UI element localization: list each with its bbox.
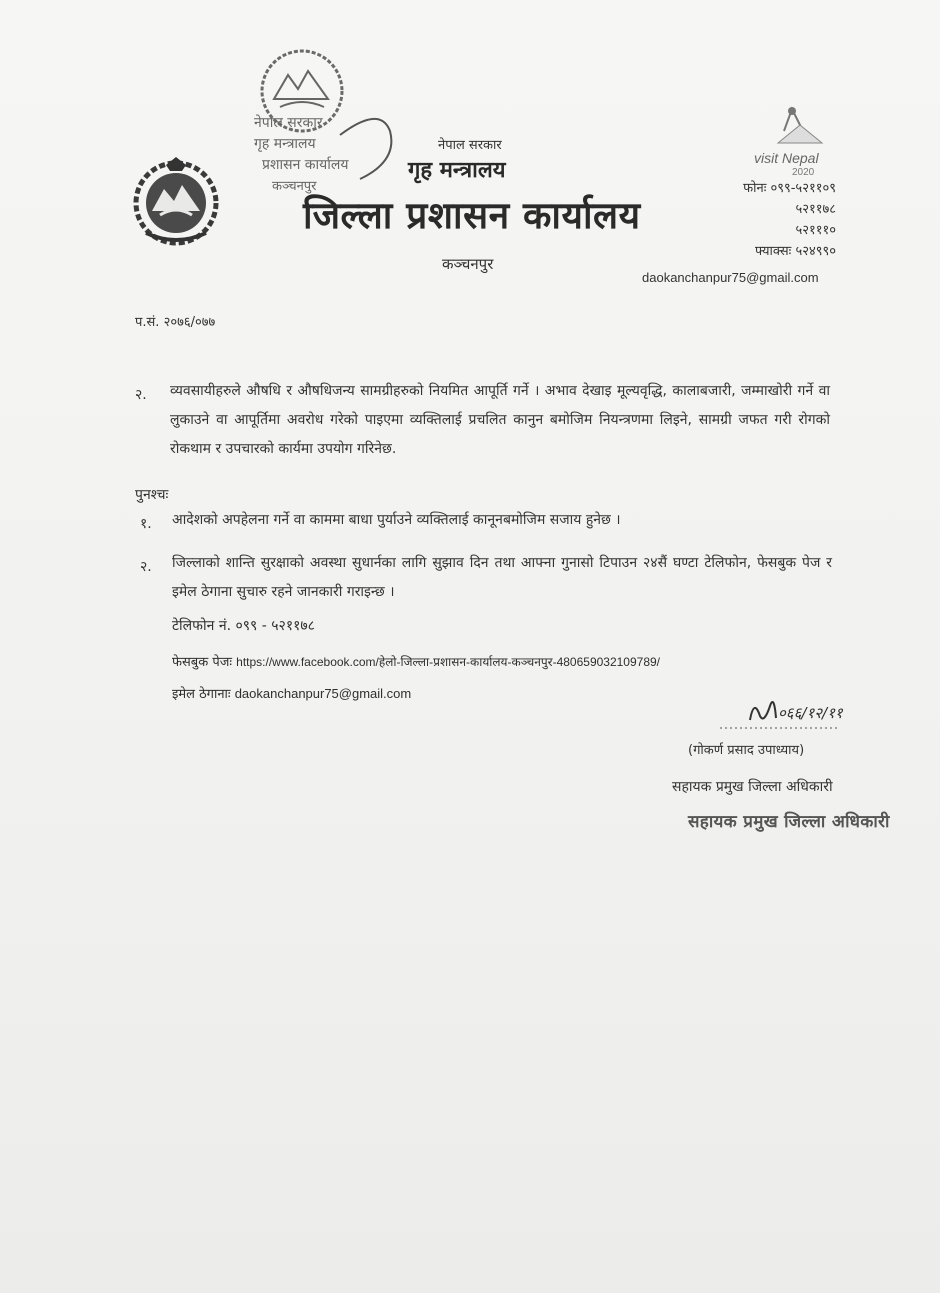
phone-line: ५२११७८ — [795, 202, 836, 217]
visit-nepal-logo — [740, 103, 850, 178]
stamp-line-district: कञ्चनपुर — [272, 179, 317, 194]
postscript-item-text: जिल्लाको शान्ति सुरक्षाको अवस्था सुधार्नका लागि सुझाव दिन तथा आफ्ना गुनासो टिपाउन २४सैं घण्टा टेलिफोन, फेसबुक पेज र इमेल ठेगाना सुचारु रहने जानकारी गराइन्छ । — [172, 555, 832, 600]
office-name: जिल्ला प्रशासन कार्यालय — [303, 194, 641, 237]
nepal-emblem-icon — [130, 155, 222, 247]
signatory-title: सहायक प्रमुख जिल्ला अधिकारी — [672, 779, 833, 795]
government-name: नेपाल सरकार — [438, 138, 502, 153]
postscript-item-number: २. — [140, 559, 152, 575]
postscript-item-text: आदेशको अपहेलना गर्ने वा काममा बाधा पुर्याउने व्यक्तिलाई कानूनबमोजिम सजाय हुनेछ । — [172, 512, 621, 528]
facebook-label: फेसबुक पेजः — [172, 655, 233, 670]
fax-line: फ्याक्सः ५२४९९० — [754, 244, 836, 259]
phone-line: ५२१११० — [795, 223, 836, 238]
telephone-line: टेलिफोन नं. ०९९ - ५२११७८ — [172, 618, 315, 634]
district-name: कञ्चनपुर — [442, 255, 494, 273]
signatory-name: (गोकर्ण प्रसाद उपाध्याय) — [688, 743, 805, 758]
stamp-line-govt: नेपाल सरकार — [254, 115, 323, 131]
postscript-heading: पुनश्चः — [135, 487, 169, 503]
email-line — [172, 684, 411, 702]
visit-nepal-text: visit Nepal — [754, 150, 819, 166]
header-email: daokanchanpur75@gmail.com — [642, 270, 819, 285]
email-label: इमेल ठेगानाः — [172, 687, 231, 702]
point-number: २. — [135, 387, 147, 403]
reference-number: प.सं. २०७६/०७७ — [135, 315, 216, 330]
signatory-seal-stamp: सहायक प्रमुख जिल्ला अधिकारी — [688, 812, 890, 832]
office-stamp — [240, 35, 405, 200]
handwritten-date: ०६६/१२/११ — [778, 704, 843, 722]
stamp-line-ministry: गृह मन्त्रालय — [254, 136, 316, 152]
facebook-line — [172, 652, 660, 670]
ministry-name: गृह मन्त्रालय — [408, 158, 506, 183]
visit-nepal-year: 2020 — [792, 167, 815, 178]
email-address: daokanchanpur75@gmail.com — [234, 686, 412, 701]
point-text: व्यवसायीहरुले औषधि र औषधिजन्य सामग्रीहरुको नियमित आपूर्ति गर्ने । अभाव देखाइ मूल्यवृद्धि, कालाबजारी, जम्माखोरी गर्ने वा लुकाउने वा आपूर्तिमा अवरोध गरेको पाइएमा व्यक्तिलाई प्रचलित कानुन बमोजिम नियन्त्रणमा लिइने, सामग्री जफत गरी रोगको रोकथाम र उपचारको कार्यमा उपयोग गरिनेछ. — [170, 383, 830, 457]
stamp-line-office: प्रशासन कार्यालय — [262, 157, 349, 173]
phone-line: फोनः ०९९-५२११०९ — [743, 181, 836, 196]
postscript-item-number: १. — [140, 516, 152, 532]
handwritten-signature — [710, 688, 870, 738]
contact-numbers — [743, 178, 836, 262]
facebook-url: https://www.facebook.com/हेलो-जिल्ला-प्रशासन-कार्यालय-कञ्चनपुर-480659032109789/ — [236, 655, 661, 669]
